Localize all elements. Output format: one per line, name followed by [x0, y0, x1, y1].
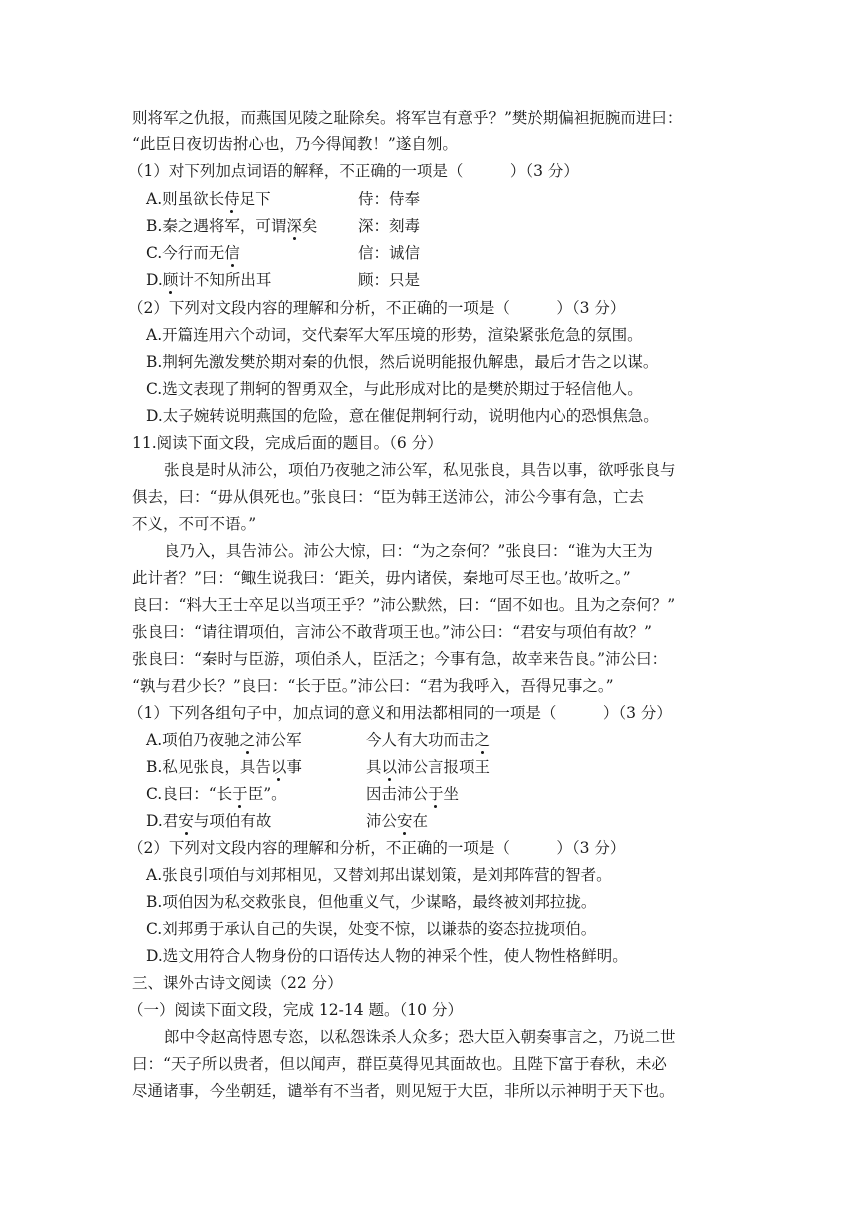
option-b: B.荆轲先激发樊於期对秦的仇恨，然后说明能报仇解患，最后才告之以谋。 [146, 353, 659, 371]
passage-line: 良曰：“料大王士卒足以当项王乎？”沛公默然，曰：“固不如也。且为之奈何？” [132, 596, 676, 614]
option-a: A.项伯乃夜驰之沛公军 今人有大功而击之 [146, 727, 760, 753]
passage-line: 张良曰：“请往谓项伯，言沛公不敢背项王也。”沛公曰：“君安与项伯有故？” [132, 623, 652, 641]
option-a: A.则虽欲长侍足下 侍：侍奉 [146, 186, 760, 212]
option-d: D.太子婉转说明燕国的危险，意在催促荆轲行动，说明他内心的恐惧焦急。 [146, 407, 659, 425]
dotted-word: 于 [232, 781, 248, 807]
question-stem: （2）下列对文段内容的理解和分析，不正确的一项是（ ）（3 分） [128, 299, 626, 317]
passage-line: 则将军之仇报，而燕国见陵之耻除矣。将军岂有意乎？”樊於期偏袒扼腕而进曰： [132, 109, 683, 127]
option-gloss: 顾：只是 [358, 271, 421, 289]
dotted-word: 安 [397, 808, 413, 834]
option-d: D.选文用符合人物身份的口语传达人物的神采个性，使人物性格鲜明。 [146, 947, 628, 965]
dotted-word: 顾 [163, 267, 179, 293]
option-b: B.项伯因为私交救张良，但他重义气，少谋略，最终被刘邦拉拢。 [146, 893, 597, 911]
passage-line: 不义，不可不语。” [132, 515, 257, 533]
option-gloss: 侍：侍奉 [358, 190, 421, 208]
question-title: 11.阅读下面文段，完成后面的题目。（6 分） [132, 434, 443, 452]
option-a: A.张良引项伯与刘邦相见，又替刘邦出谋划策，是刘邦阵营的智者。 [146, 866, 612, 884]
question-stem: （2）下列对文段内容的理解和分析，不正确的一项是（ ）（3 分） [128, 839, 626, 857]
dotted-word: 之 [240, 727, 256, 753]
option-c: C.良曰：“长于臣”。 因击沛公于坐 [146, 781, 760, 807]
passage-line: 尽通诸事，今坐朝廷，谴举有不当者，则见短于大臣，非所以示神明于天下也。 [132, 1082, 675, 1100]
question-stem: （1）下列各组句子中，加点词的意义和用法都相同的一项是（ ）（3 分） [128, 704, 672, 722]
section-title: 三、课外古诗文阅读（22 分） [132, 974, 343, 992]
option-b: B.秦之遇将军，可谓深矣 深：刻毒 [146, 213, 760, 239]
passage-line: 曰：“天子所以贵者，但以闻声，群臣莫得见其面故也。且陛下富于春秋，未必 [132, 1055, 667, 1073]
option-a: A.开篇连用六个动词，交代秦军大军压境的形势，渲染紧张危急的氛围。 [146, 326, 643, 344]
passage-line: 良乃入，具告沛公。沛公大惊，曰：“为之奈何？”张良曰：“谁为大王为 [164, 542, 653, 560]
dotted-word: 安 [178, 808, 194, 834]
option-c: C.今行而无信 信：诚信 [146, 240, 760, 266]
passage-line: 俱去，曰：“毋从俱死也。”张良曰：“臣为韩王送沛公，沛公今事有急，亡去 [132, 488, 645, 506]
passage-line: 此计者？”曰：“鲰生说我曰：‘距关，毋内诸侯，秦地可尽王也。’故听之。” [132, 569, 631, 587]
subsection-title: （一）阅读下面文段，完成 12-14 题。（10 分） [128, 1001, 463, 1019]
dotted-word: 信 [224, 240, 240, 266]
option-d: D.君安与项伯有故 沛公安在 [146, 808, 760, 834]
dotted-word: 以 [271, 754, 287, 780]
option-b: B.私见张良，具告以事 具以沛公言报项王 [146, 754, 760, 780]
passage-line: 张良曰：“秦时与臣游，项伯杀人，臣活之；今事有急，故幸来告良。”沛公曰： [132, 650, 668, 668]
passage-line: 张良是时从沛公，项伯乃夜驰之沛公军，私见张良，具告以事，欲呼张良与 [164, 461, 676, 479]
option-c: C.选文表现了荆轲的智勇双全，与此形成对比的是樊於期过于轻信他人。 [146, 380, 643, 398]
dotted-word: 侍 [224, 186, 240, 212]
passage-line: “此臣日夜切齿拊心也，乃今得闻教！”遂自刎。 [132, 135, 458, 153]
option-gloss: 深：刻毒 [358, 217, 421, 235]
passage-line: “孰与君少长？”良曰：“长于臣。”沛公曰：“君为我呼入，吾得兄事之。” [132, 677, 614, 695]
option-d: D.顾计不知所出耳 顾：只是 [146, 267, 760, 293]
option-gloss: 信：诚信 [358, 244, 421, 262]
question-stem: （1）对下列加点词语的解释，不正确的一项是（ ）（3 分） [128, 162, 579, 180]
dotted-word: 以 [382, 754, 398, 780]
dotted-word: 之 [475, 727, 491, 753]
passage-line: 郎中令赵高恃恩专恣，以私怨诛杀人众多；恐大臣入朝奏事言之，乃说二世 [164, 1028, 676, 1046]
dotted-word: 于 [428, 781, 444, 807]
option-c: C.刘邦勇于承认自己的失误，处变不惊，以谦恭的姿态拉拢项伯。 [146, 920, 597, 938]
dotted-word: 深 [286, 213, 302, 239]
